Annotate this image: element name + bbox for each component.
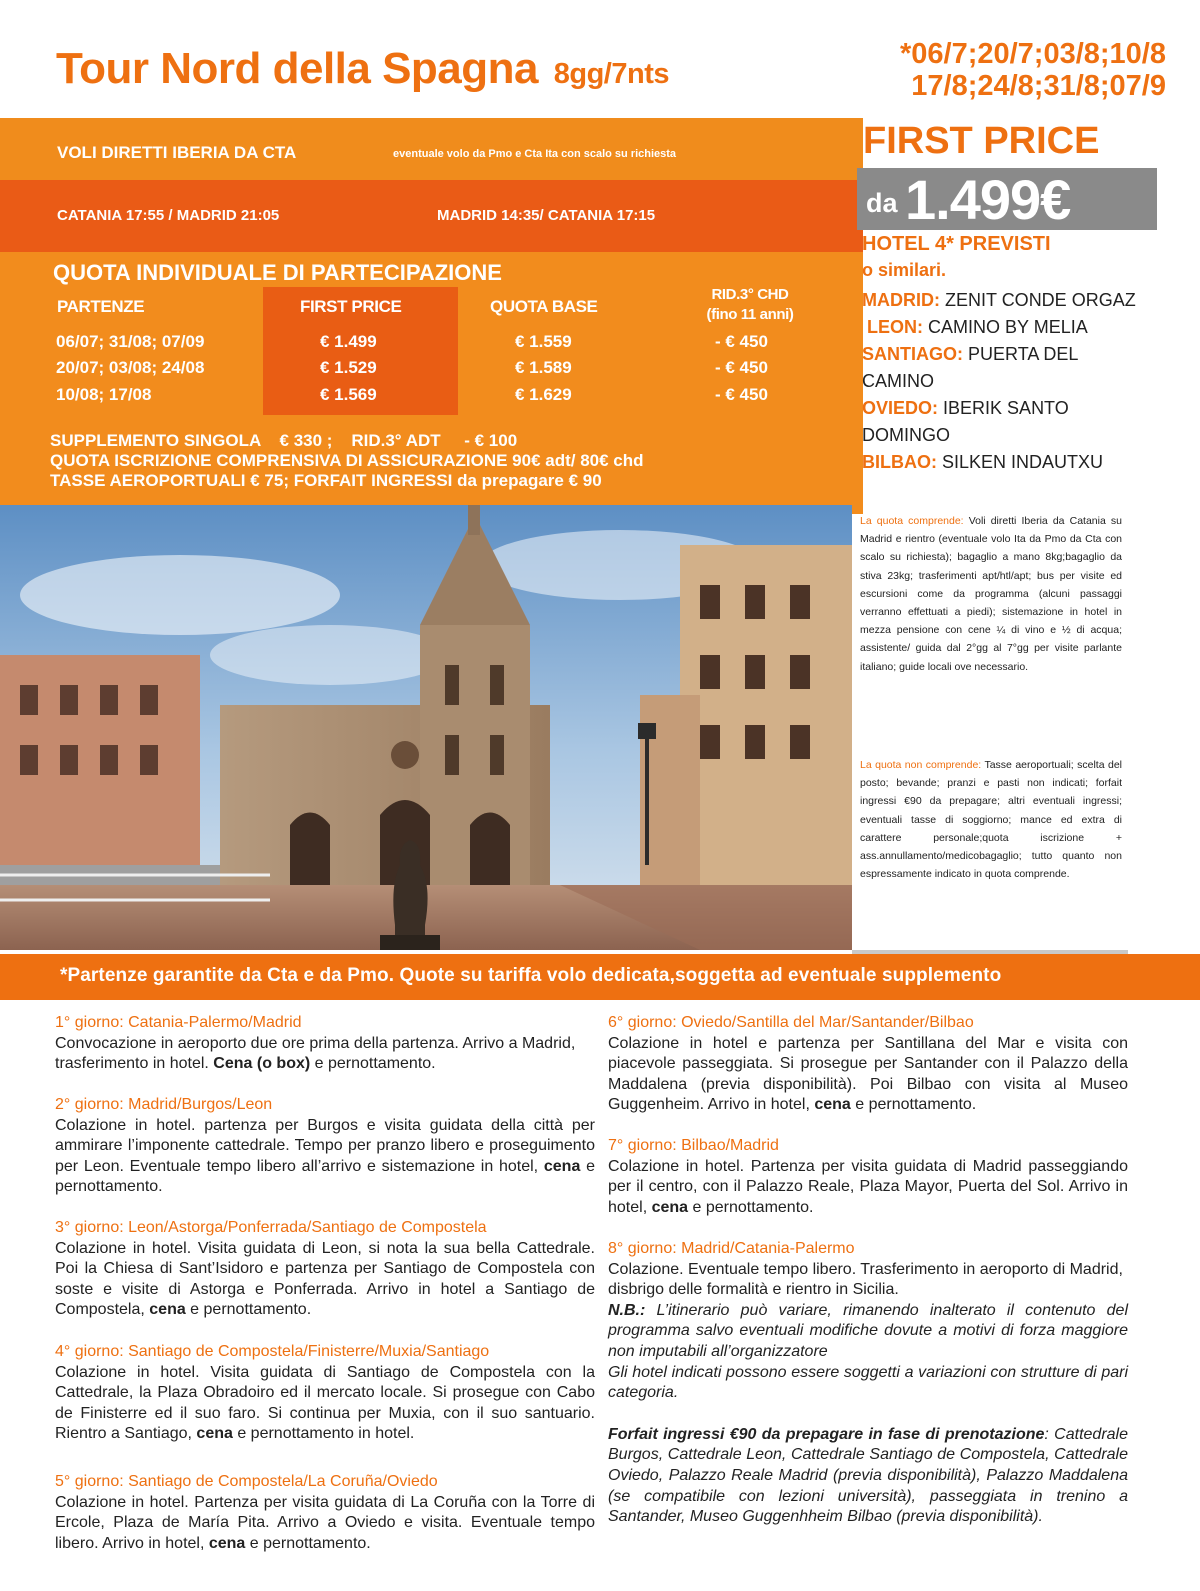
supplement-line-3: TASSE AEROPORTUALI € 75; FORFAIT INGRESSI da prepagare € 90 (50, 471, 602, 490)
departure-dates (856, 38, 1166, 102)
hotel-santiago (862, 341, 1152, 395)
day-heading: 2° giorno: Madrid/Burgos/Leon (55, 1096, 273, 1113)
price-prefix: da (866, 188, 898, 218)
day-meal: cena (208, 1534, 246, 1552)
quota-title: QUOTA INDIVIDUALE DI PARTECIPAZIONE (53, 260, 502, 285)
hotel-note: Gli hotel indicati possono essere soggetti a variazioni con strutture di pari categoria. (608, 1363, 1128, 1402)
includes-text: Voli diretti Iberia da Catania su Madrid e rientro (eventuale volo Ita da Pmo da Cta con scalo su richiesta); bagaglio a mano 8kg;bagaglio da stiva 23kg; trasferimenti apt/htl/apt; bus per visite ed escursioni come da programma (alcuni passaggi verranno effettuati a piedi); sistemazione in hotel in mezza pensione con cene ¼ di vino e ½ di acqua; assistente/ guida dal 2°gg al 7°gg per visite parlante italiano; guide locali ove necessario. (860, 515, 1122, 673)
hotel-city: SANTIAGO: (862, 344, 963, 364)
itinerary-day-7 (608, 1136, 1128, 1218)
return-flight: MADRID 14:35/ CATANIA 17:15 (437, 207, 656, 224)
hotel-city: LEON: (867, 317, 924, 337)
hotel-oviedo (862, 395, 1152, 449)
tour-title: Tour Nord della Spagna (56, 44, 539, 93)
itinerary-day-1 (55, 1013, 595, 1075)
excludes-label: La quota non comprende: (860, 759, 982, 771)
quota-excludes (860, 756, 1122, 883)
header-quota-base: QUOTA BASE (490, 297, 598, 316)
hotel-similar: o similari. (862, 260, 947, 280)
day-meal: cena (543, 1157, 581, 1175)
page-title (56, 44, 669, 94)
row-2-quota-base: € 1.589 (515, 358, 572, 377)
header-first-price: FIRST PRICE (300, 297, 402, 316)
row-2-chd: - € 450 (715, 358, 768, 377)
row-2-first-price: € 1.529 (320, 358, 377, 377)
day-heading: 1° giorno: Catania-Palermo/Madrid (55, 1014, 302, 1031)
row-3-chd: - € 450 (715, 385, 768, 404)
nb-text: L’itinerario può variare, rimanendo inalterato il contenuto del programma salvo eventuali modifiche dovute a motivi di forza maggiore non imputabili all’organizzatore (608, 1301, 1128, 1360)
hotel-title: HOTEL 4* PREVISTI (862, 233, 1051, 255)
dates-line-2: 17/8;24/8;31/8;07/9 (911, 70, 1166, 102)
day-text-end: e pernottamento. (310, 1055, 436, 1073)
row-1-quota-base: € 1.559 (515, 332, 572, 351)
row-2-dates: 20/07; 03/08; 24/08 (56, 358, 205, 377)
day-text-end: e pernottamento. (850, 1096, 977, 1114)
row-1-dates: 06/07; 31/08; 07/09 (56, 332, 205, 351)
day-text-end: e pernottamento. (185, 1301, 312, 1319)
itinerary-day-6 (608, 1013, 1128, 1116)
day-meal: cena (196, 1425, 233, 1443)
dates-line-1: *06/7;20/7;03/8;10/8 (899, 38, 1166, 70)
day-text: Colazione in hotel. Visita guidata di Leon, si nota la sua bella Cattedrale. Poi la Chiesa di Sant’Isidoro e partenza per Santiago de Compostela con soste e visite di Astorga e Ponferrada. Arrivo in hotel a Santiago de Compostela, (55, 1239, 595, 1319)
supplements (50, 431, 644, 491)
hotel-name: CAMINO BY MELIA (928, 317, 1088, 337)
forfait-text: : Cattedrale Burgos, Cattedrale Leon, Cattedrale Santiago de Compostela, Cattedrale Oviedo, Palazzo Reale Madrid (previa disponibilità), Palazzo Maddalena (se compatibile con lezioni università), passeggiata in trenino a Santander, Museo Guggenhheim Bilbao (previa disponibilità). (608, 1425, 1129, 1526)
header-chd (690, 285, 810, 325)
day-meal: cena (814, 1096, 851, 1114)
itinerary-day-2 (55, 1095, 595, 1198)
quota-includes (860, 512, 1122, 676)
day-heading: 5° giorno: Santiago de Compostela/La Coruña/Oviedo (55, 1473, 438, 1490)
supplement-line-1: SUPPLEMENTO SINGOLA € 330 ; RID.3° ADT - € 100 (50, 431, 518, 450)
day-text-end: e pernottamento. (245, 1534, 371, 1552)
hotel-madrid (862, 287, 1152, 314)
itinerary-day-5 (55, 1472, 595, 1554)
row-3-first-price: € 1.569 (320, 385, 377, 404)
flights-note: eventuale volo da Pmo e Cta Ita con scalo su richiesta (393, 148, 677, 160)
header-chd-line-2: (fino 11 anni) (706, 306, 794, 323)
day-text: Colazione in hotel. Partenza per visita guidata di Madrid passeggiando per il centro, con il Palazzo Reale, Plaza Mayor, Puerta del Sol. Arrivo in hotel, (608, 1157, 1128, 1216)
price-value: 1.499€ (905, 168, 1071, 231)
day-text-end: e pernottamento in hotel. (232, 1425, 415, 1443)
excludes-text: Tasse aeroportuali; scelta del posto; bevande; pranzi e pasti non indicati; forfait ingressi €90 da prepagare; altri eventuali ingressi; eventuali tasse di soggiorno; mance ed extra di carattere personale;quota iscrizione + ass.annullamento/medicobagaglio; tutto quanto non espressamente indicato in quota comprende. (860, 759, 1122, 881)
guarantee-banner-text: *Partenze garantite da Cta e da Pmo. Quote su tariffa volo dedicata,soggetta ad eventuale supplemento (60, 965, 1002, 986)
supplement-line-2: QUOTA ISCRIZIONE COMPRENSIVA DI ASSICURAZIONE 90€ adt/ 80€ chd (50, 451, 644, 470)
day-meal: cena (651, 1198, 689, 1216)
hotel-name: PUERTA DEL CAMINO (862, 344, 1078, 391)
itinerary-day-4 (55, 1342, 595, 1445)
day-heading: 4° giorno: Santiago de Compostela/Finisterre/Muxia/Santiago (55, 1343, 490, 1360)
flights-title: VOLI DIRETTI IBERIA DA CTA (57, 143, 297, 162)
day-text: Colazione in hotel e partenza per Santillana del Mar e visita con piacevole passeggiata. Si prosegue per Santander con il Palazzo della Maddalena (previa disponibilità). Poi Bilbao con visita al Museo Guggenheim. Arrivo in hotel, (608, 1034, 1128, 1114)
day-text: Colazione in hotel. partenza per Burgos e visita guidata della città per ammirare l’imponente cattedrale. Tempo per pranzo libero e proseguimento per Leon. Eventuale tempo libero all’arrivo e sistemazione in hotel, (55, 1116, 595, 1175)
day-heading: 3° giorno: Leon/Astorga/Ponferrada/Santiago de Compostela (55, 1219, 487, 1236)
day-text: Colazione in hotel. Visita guidata di Santiago de Compostela con la Cattedrale, la Plaza Obradoiro ed il mercato locale. Si prosegue con Cabo de Finisterre ed il suo faro. Si continua per Muxia, con il suo santuario. Rientro a Santiago, (55, 1363, 595, 1443)
day-text-end: e pernottamento. (55, 1157, 595, 1196)
row-3-quota-base: € 1.629 (515, 385, 572, 404)
nb-label: N.B.: (608, 1301, 646, 1319)
cathedral-photo (0, 505, 852, 950)
hotel-city: OVIEDO: (862, 398, 939, 418)
tour-duration: 8gg/7nts (553, 58, 669, 90)
itinerary-day-3 (55, 1218, 595, 1321)
hotel-name: IBERIK SANTO DOMINGO (862, 398, 1069, 445)
day-text: Convocazione in aeroporto due ore prima della partenza. Arrivo a Madrid, trasferimento in hotel. (55, 1034, 576, 1073)
hotel-name: ZENIT CONDE ORGAZ (945, 290, 1136, 310)
hotel-list (862, 287, 1152, 476)
forfait-note (608, 1425, 1128, 1528)
forfait-label: Forfait ingressi €90 da prepagare in fase di prenotazione (608, 1425, 1045, 1443)
hotel-name: SILKEN INDAUTXU (942, 452, 1104, 472)
outbound-flight: CATANIA 17:55 / MADRID 21:05 (57, 207, 280, 224)
day-meal: cena (149, 1301, 186, 1319)
nb-note (608, 1301, 1128, 1363)
hotel-city: MADRID: (862, 290, 940, 310)
includes-label: La quota comprende: (860, 515, 964, 527)
day-text: Colazione. Eventuale tempo libero. Trasferimento in aeroporto di Madrid, disbrigo delle formalità e rientro in Sicilia. (608, 1260, 1123, 1299)
first-price-label: FIRST PRICE (863, 120, 1100, 162)
row-3-dates: 10/08; 17/08 (56, 385, 152, 404)
itinerary-day-8 (608, 1239, 1128, 1528)
header-partenze: PARTENZE (57, 297, 145, 316)
header-chd-line-1: RID.3° CHD (711, 286, 789, 303)
day-meal: Cena (o box) (213, 1055, 311, 1073)
row-1-first-price: € 1.499 (320, 332, 377, 351)
hotel-city: BILBAO: (862, 452, 937, 472)
hotel-leon (862, 314, 1152, 341)
day-text-end: e pernottamento. (688, 1198, 814, 1216)
day-heading: 6° giorno: Oviedo/Santilla del Mar/Santander/Bilbao (608, 1014, 974, 1031)
day-heading: 8° giorno: Madrid/Catania-Palermo (608, 1240, 855, 1257)
row-1-chd: - € 450 (715, 332, 768, 351)
day-heading: 7° giorno: Bilbao/Madrid (608, 1137, 779, 1154)
day-text: Colazione in hotel. Partenza per visita guidata di La Coruña con la Torre di Ercole, Plaza de María Pita. Arrivo a Oviedo e visita. Eventuale tempo libero. Arrivo in hotel, (55, 1493, 595, 1552)
hotel-bilbao (862, 449, 1152, 476)
